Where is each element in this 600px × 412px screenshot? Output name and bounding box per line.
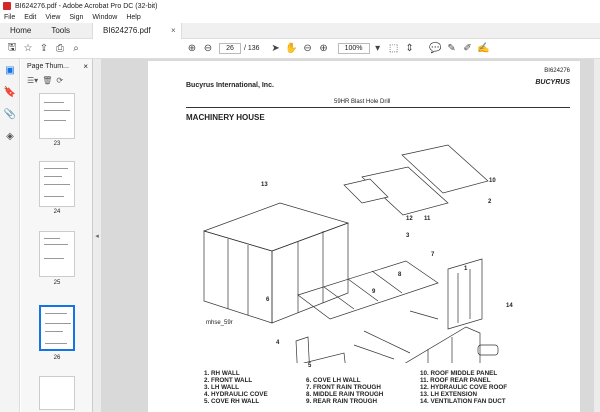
legend-item: 5. COVE RH WALL (204, 398, 260, 405)
legend-item: 4. HYDRAULIC COVE (204, 391, 268, 398)
legend-column-2 (306, 377, 383, 405)
doc-subtitle: 59HR Blast Hole Drill (334, 99, 391, 105)
legend-item: 13. LH EXTENSION (420, 391, 478, 398)
save-icon[interactable]: 🖫 (7, 42, 17, 53)
pdf-page (148, 61, 580, 412)
thumbnail-page[interactable] (39, 161, 75, 207)
menu-view[interactable]: View (45, 14, 61, 21)
rotate-page-icon[interactable]: ⟳ (56, 75, 64, 85)
machinery-house-diagram (148, 123, 580, 363)
thumbnail-page[interactable] (39, 93, 75, 139)
callout-12: 12 (406, 216, 413, 222)
thumbnails-header (21, 59, 92, 73)
acrobat-icon (3, 2, 11, 10)
callout-2: 2 (488, 199, 492, 205)
thumbnail-page-number: 25 (53, 280, 61, 286)
bookmark-star-icon[interactable]: ☆ (23, 43, 33, 54)
zoom-in-icon[interactable]: ⊕ (319, 43, 328, 54)
tab-tools[interactable]: Tools (51, 25, 71, 35)
company-name: Bucyrus International, Inc. (186, 82, 274, 89)
legend-item: 7. FRONT RAIN TROUGH (306, 384, 381, 391)
callout-14: 14 (506, 303, 513, 309)
vertical-scrollbar[interactable] (594, 59, 600, 412)
legend-item: 6. COVE LH WALL (306, 377, 361, 384)
tab-home[interactable]: Home (10, 25, 32, 35)
section-title: MACHINERY HOUSE (186, 113, 265, 122)
window-title: BI624276.pdf - Adobe Acrobat Pro DC (32-bit) (15, 2, 158, 10)
doc-id: BI624276 (544, 68, 570, 74)
callout-13: 13 (261, 182, 268, 188)
draw-icon[interactable]: ✐ (463, 43, 472, 54)
tab-document-label: BI624276.pdf (103, 25, 151, 35)
thumbnail-page-number: 26 (53, 355, 61, 361)
select-arrow-icon[interactable]: ➤ (271, 43, 280, 54)
title-bar (0, 0, 600, 12)
figure-label: mhse_59r (206, 320, 233, 326)
legend-item: 14. VENTILATION FAN DUCT (420, 398, 506, 405)
legend-column-1 (204, 370, 268, 405)
legend-item: 8. MIDDLE RAIN TROUGH (306, 391, 384, 398)
print-icon[interactable]: ⎙ (56, 43, 64, 54)
page-total: / 136 (244, 45, 260, 52)
attachments-icon[interactable]: 📎 (3, 108, 17, 120)
toolbar (0, 39, 600, 59)
page-up-icon[interactable]: ⊕ (187, 43, 197, 54)
legend-item: 9. REAR RAIN TROUGH (306, 398, 378, 405)
callout-5: 5 (308, 363, 312, 369)
page-thumbnails-icon[interactable]: ▣ (5, 64, 15, 76)
callout-3: 3 (406, 233, 410, 239)
zoom-level-select[interactable]: 100% (338, 43, 370, 54)
page-down-icon[interactable]: ⊖ (203, 43, 213, 54)
scroll-mode-icon[interactable]: ⇕ (405, 43, 414, 54)
thumbnail-options-icon[interactable]: ☰▾ (27, 75, 39, 85)
callout-9: 9 (372, 289, 376, 295)
highlight-pen-icon[interactable]: ✎ (447, 43, 456, 54)
tab-bar (0, 23, 600, 39)
callout-8: 8 (398, 272, 402, 278)
legend-column-3 (420, 370, 507, 405)
comment-icon[interactable]: 💬 (429, 43, 442, 54)
callout-11: 11 (424, 216, 431, 222)
upload-icon[interactable]: ⇪ (39, 43, 49, 54)
delete-page-icon[interactable]: 🗑 (42, 75, 53, 85)
sign-icon[interactable]: ✍ (477, 43, 490, 54)
thumbnail-page-selected[interactable] (39, 305, 75, 351)
legend-item: 2. FRONT WALL (204, 377, 253, 384)
fit-page-icon[interactable]: ⬚ (388, 43, 399, 54)
thumbnails-tools (21, 73, 92, 87)
callout-4: 4 (276, 340, 280, 346)
menu-file[interactable]: File (4, 14, 16, 21)
zoom-out-icon[interactable]: ⊖ (303, 43, 312, 54)
legend-item: 10. ROOF MIDDLE PANEL (420, 370, 498, 377)
bucyrus-logo: BUCYRUS (535, 79, 570, 86)
bookmarks-icon[interactable]: 🔖 (3, 86, 17, 98)
hand-tool-icon[interactable]: ✋ (285, 43, 298, 54)
thumbnail-page-number: 23 (53, 141, 61, 147)
legend-item: 12. HYDRAULIC COVE ROOF (420, 384, 508, 391)
close-panel-icon[interactable]: × (83, 61, 88, 71)
layers-icon[interactable]: ◈ (6, 130, 14, 142)
menu-edit[interactable]: Edit (24, 14, 37, 21)
legend-item: 11. ROOF REAR PANEL (420, 377, 491, 384)
legend-item: 1. RH WALL (204, 370, 240, 377)
legend-item: 3. LH WALL (204, 384, 239, 391)
close-tab-icon[interactable]: × (170, 25, 176, 35)
thumbnail-page[interactable] (39, 376, 75, 410)
menu-bar (0, 12, 600, 23)
thumbnail-page-number: 24 (53, 209, 61, 215)
thumbnails-panel (21, 59, 93, 412)
panel-splitter-handle[interactable]: ◂ (93, 59, 101, 412)
thumbnail-page[interactable] (39, 231, 75, 277)
search-icon[interactable]: ⌕ (73, 43, 79, 54)
menu-help[interactable]: Help (126, 14, 141, 21)
page-number-input[interactable]: 26 (219, 43, 241, 54)
thumbnails-title: Page Thum... (27, 62, 69, 70)
callout-6: 6 (266, 297, 270, 303)
callout-1: 1 (464, 266, 468, 272)
callout-10: 10 (489, 178, 496, 184)
callout-7: 7 (431, 252, 435, 258)
chevron-down-icon[interactable]: ▾ (375, 43, 381, 54)
left-rail (0, 59, 20, 412)
menu-sign[interactable]: Sign (69, 14, 84, 21)
menu-window[interactable]: Window (92, 14, 118, 21)
tab-document[interactable] (92, 23, 182, 39)
header-rule (186, 107, 570, 108)
